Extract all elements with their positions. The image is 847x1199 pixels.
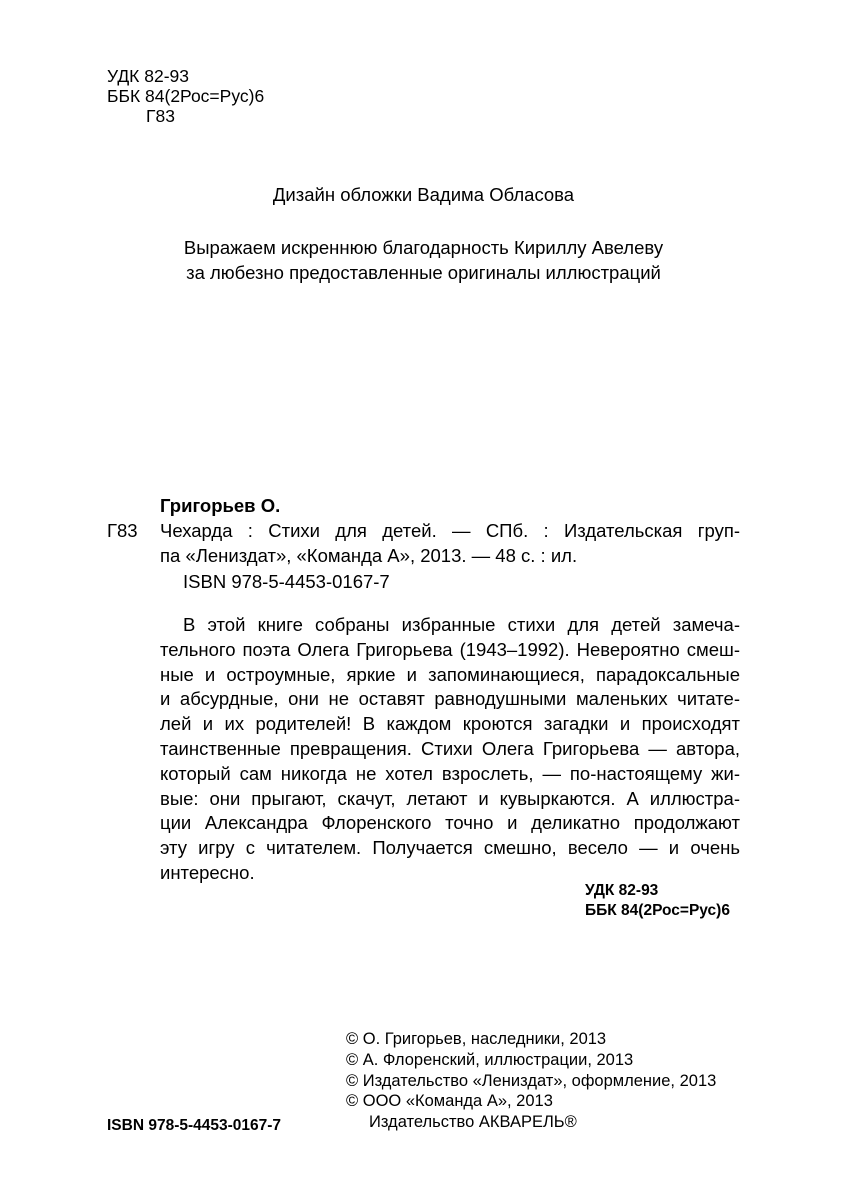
- cover-design-credit: Дизайн обложки Вадима Обласова: [272, 184, 575, 205]
- bbk-code-bottom: ББК 84(2Рос=Рус)6: [585, 902, 730, 919]
- annotation-line: тельного поэта Олега Григорьева (1943–1992). Невероятно смеш-: [160, 638, 740, 660]
- thanks-line-1: Выражаем искреннюю благодарность Кириллу Авелеву: [183, 237, 664, 258]
- bib-sign: Г83: [107, 520, 138, 541]
- isbn-bottom: ISBN 978-5-4453-0167-7: [107, 1117, 282, 1134]
- udk-code: УДК 82-93: [107, 66, 189, 86]
- bib-title-line-1: Чехарда : Стихи для детей. — СПб. : Издательская груп-: [160, 520, 740, 541]
- udk-code-bottom: УДК 82-93: [585, 882, 659, 899]
- annotation-line: В этой книге собраны избранные стихи для детей замеча-: [183, 614, 740, 635]
- annotation-line: ные и остроумные, яркие и запоминающиеся, парадоксальные: [160, 663, 740, 685]
- annotation-line: эту игру с читателем. Получается смешно, весело — и очень: [160, 837, 740, 859]
- bib-author: Григорьев О.: [160, 495, 281, 516]
- bib-title-block: [160, 519, 740, 569]
- thanks-line-2: за любезно предоставленные оригиналы иллюстраций: [186, 262, 661, 283]
- annotation-line: ции Александра Флоренского точно и деликатно продолжают: [160, 812, 740, 834]
- bib-isbn: ISBN 978-5-4453-0167-7: [183, 571, 390, 592]
- annotation-line: лей и их родителей! В каждом кроются загадки и происходят: [160, 713, 740, 735]
- publisher-line: Издательство АКВАРЕЛЬ®: [369, 1113, 577, 1132]
- bib-title-line-2: па «Лениздат», «Команда А», 2013. — 48 с. : ил.: [160, 544, 578, 566]
- copyright-line: © О. Григорьев, наследники, 2013: [346, 1030, 607, 1048]
- author-sign: Г83: [146, 106, 175, 126]
- annotation-line: таинственные превращения. Стихи Олега Григорьева — автора,: [160, 737, 740, 759]
- copyright-line: © Издательство «Лениздат», оформление, 2013: [346, 1071, 717, 1090]
- copyright-line: © А. Флоренский, иллюстрации, 2013: [346, 1050, 634, 1069]
- copyright-line: © ООО «Команда А», 2013: [346, 1092, 553, 1111]
- annotation-paragraph: [160, 613, 740, 886]
- annotation-line: и абсурдные, они не оставят равнодушными маленьких читате-: [160, 688, 740, 710]
- copyright-block: [346, 1029, 716, 1133]
- annotation-line: интересно.: [160, 861, 255, 883]
- bbk-code: ББК 84(2Рос=Рус)6: [107, 86, 265, 106]
- annotation-line: который сам никогда не хотел взрослеть, — по-настоящему жи-: [160, 762, 740, 784]
- annotation-line: вые: они прыгают, скачут, летают и кувыркаются. А иллюстра-: [160, 787, 740, 809]
